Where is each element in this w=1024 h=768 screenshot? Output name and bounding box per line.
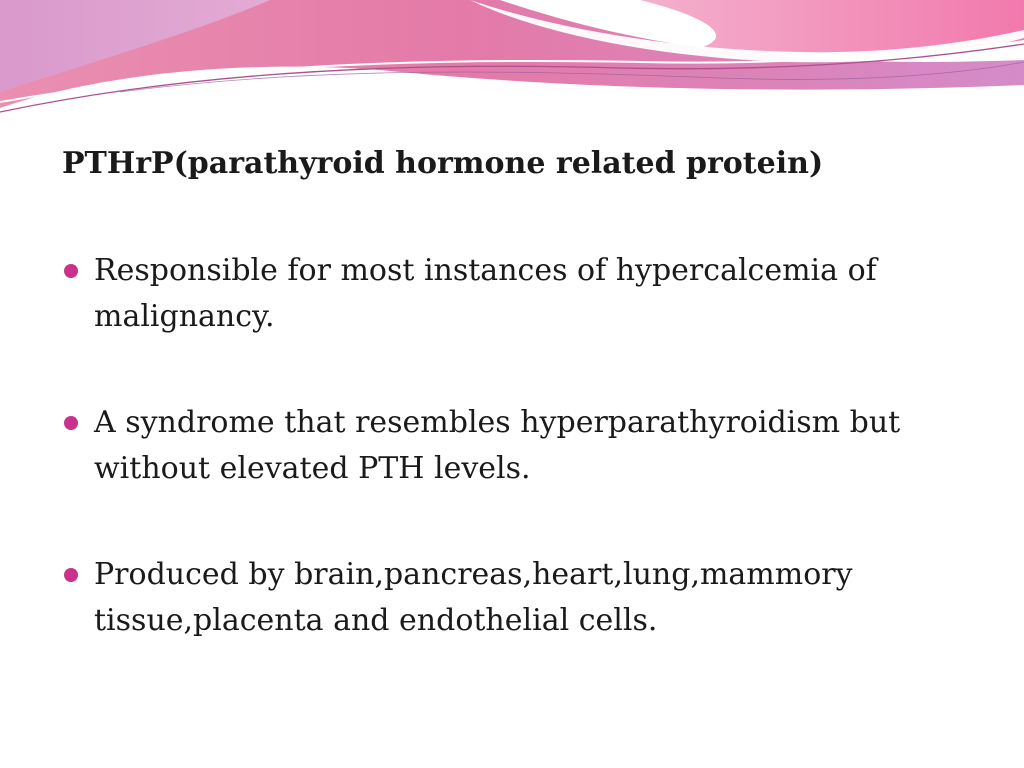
bullet-dot-icon (64, 568, 78, 582)
bullet-text-2: A syndrome that resembles hyperparathyroidism but without elevated PTH levels. (94, 405, 901, 486)
bullet-item-2 (62, 400, 962, 492)
bullet-dot-icon (64, 416, 78, 430)
header-wave-decoration (0, 0, 1024, 120)
bullet-item-3 (62, 552, 962, 644)
bullet-text-3: Produced by brain,pancreas,heart,lung,mammory tissue,placenta and endothelial cells. (94, 557, 853, 638)
slide-heading: PTHrP(parathyroid hormone related protein) (62, 146, 824, 181)
bullet-list (62, 248, 962, 644)
bullet-text-1: Responsible for most instances of hypercalcemia of malignancy. (94, 253, 877, 334)
bullet-item-1 (62, 248, 962, 340)
bullet-dot-icon (64, 264, 78, 278)
